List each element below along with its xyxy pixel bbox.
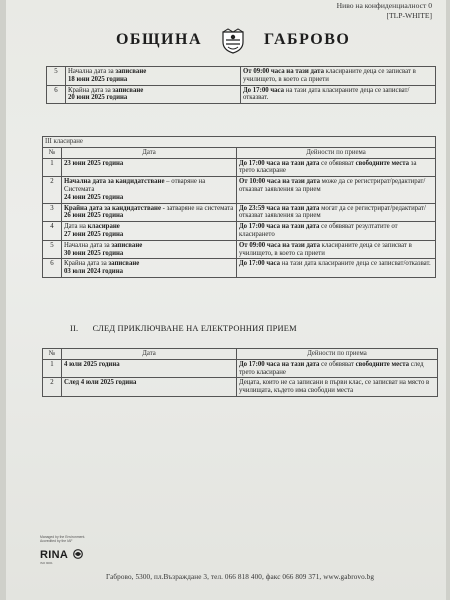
- action-bold: От 09:00 часа на тази дата: [239, 241, 320, 249]
- schedule-table-continuation: [46, 66, 436, 104]
- date-label-bold: класиране: [87, 223, 120, 231]
- row-number: 5: [43, 240, 62, 259]
- date-label-bold: Начална дата за кандидатстване: [64, 178, 165, 186]
- footer-address: Габрово, 5300, пл.Възраждане 3, тел. 066 818 400, факс 066 809 371, www.gabrovo.bg: [106, 573, 375, 581]
- table-row: [43, 359, 438, 378]
- date-value: 30 юни 2025 година: [64, 249, 124, 257]
- action-text: класираните деца се записват в училището, в което са приети: [243, 68, 416, 83]
- rina-logo: [40, 549, 86, 561]
- date-cell: [62, 158, 237, 177]
- table-section-row: [43, 137, 436, 148]
- action-cell: [237, 158, 436, 177]
- date-value: След 4 юли 2025 година: [64, 379, 137, 387]
- rina-text: RINA: [40, 549, 68, 561]
- date-label-bold: Крайна дата за кандидатстване: [64, 204, 161, 212]
- action-cell: [237, 222, 436, 241]
- action-bold-2: свободните места: [355, 360, 410, 368]
- section-number: II.: [70, 324, 79, 333]
- date-value: 18 юни 2025 година: [68, 75, 128, 83]
- confidentiality-notice: [337, 1, 432, 20]
- table-row: [47, 85, 436, 104]
- tlp-label: [TLP-WHITE]: [386, 10, 432, 20]
- date-label-bold: записване: [115, 68, 147, 75]
- header-num: №: [43, 147, 62, 158]
- row-number: 4: [43, 222, 62, 241]
- letterhead: [6, 28, 446, 54]
- date-cell: [62, 222, 237, 241]
- row-number: 2: [43, 177, 62, 203]
- row-number: 3: [43, 203, 62, 222]
- confidentiality-level: Ниво на конфиденциалност 0: [336, 1, 432, 10]
- action-text: класираните деца се записват в училището, в което са приети: [239, 241, 412, 257]
- action-bold: От 09:00 часа на тази дата: [243, 68, 324, 75]
- section-title: СЛЕД ПРИКЛЮЧВАНЕ НА ЕЛЕКТРОННИЯ ПРИЕМ: [92, 324, 297, 333]
- date-label: Дата на: [64, 223, 88, 231]
- action-cell: [241, 85, 436, 104]
- date-value: 26 юни 2025 година: [64, 212, 124, 220]
- date-label: Крайна дата за: [68, 86, 113, 94]
- header-action: Дейности по приема: [237, 349, 438, 360]
- date-cell: [62, 359, 237, 378]
- row-number: 2: [43, 378, 62, 397]
- action-text: Децата, които не са записани в първи клас, се записват на място в училищата, където има свободни места: [239, 379, 430, 395]
- action-bold: До 17:00 часа на тази дата: [239, 360, 320, 368]
- schedule-table-third-ranking: [42, 136, 436, 278]
- row-number: 1: [43, 359, 62, 378]
- action-text-2: след трето класиране: [239, 360, 424, 376]
- table-row: [43, 259, 436, 278]
- action-bold: До 17:00 часа на тази дата: [239, 159, 320, 167]
- date-value: 4 юли 2025 година: [64, 360, 120, 368]
- date-label-extra: – отваряне на Системата: [64, 178, 206, 193]
- table-row: [43, 378, 438, 397]
- date-value: 23 юни 2025 година: [64, 159, 124, 167]
- schedule-table-after-electronic: [42, 348, 438, 397]
- action-bold: До 17:00 часа на тази дата: [239, 223, 320, 231]
- header-left-title: ОБЩИНА: [115, 31, 202, 48]
- table-row: [47, 67, 436, 86]
- date-cell: [62, 240, 237, 259]
- date-label: Начална дата за: [68, 68, 116, 75]
- table-row: [43, 203, 436, 222]
- document-page: [6, 0, 446, 600]
- date-cell: [62, 203, 237, 222]
- logo-small-text: Managed by the Environment. Accredited by the IAF: [40, 535, 86, 543]
- action-cell: [237, 378, 438, 397]
- action-text: се обявяват: [319, 360, 356, 368]
- date-cell: [66, 85, 241, 104]
- action-text: се обявяват резултатите от класирането: [239, 223, 398, 238]
- rina-subtext: ISO 9001: [40, 561, 53, 565]
- action-bold: До 17:00 часа: [239, 260, 281, 268]
- header-action: Дейности по приема: [237, 147, 436, 158]
- table-header-row: [43, 349, 438, 360]
- header-right-title: ГАБРОВО: [264, 31, 351, 48]
- row-number: 5: [47, 67, 66, 86]
- action-text: на тази дата класираните деца се записват/отказват.: [280, 260, 431, 268]
- date-value: 27 юни 2025 година: [64, 230, 124, 238]
- action-cell: [237, 240, 436, 259]
- action-text: могат да се регистрират/редактират/отказват заявления за прием: [239, 204, 426, 220]
- date-value: 20 юни 2025 година: [68, 94, 128, 102]
- certification-logo: [40, 535, 86, 565]
- header-date: Дата: [62, 147, 237, 158]
- action-text: може да се регистрират/редактират/отказват заявления за прием: [239, 178, 426, 193]
- header-date: Дата: [62, 349, 237, 360]
- table-row: [43, 158, 436, 177]
- row-number: 6: [47, 85, 66, 104]
- table-header-row: [43, 147, 436, 158]
- date-label: Начална дата за: [64, 241, 112, 249]
- date-cell: [62, 177, 237, 203]
- action-cell: [241, 67, 436, 86]
- action-bold-2: свободните места: [355, 159, 410, 167]
- action-text: се обявяват: [319, 159, 356, 167]
- date-label-bold: записване: [111, 241, 143, 249]
- date-label-extra: - затваряне на системата: [160, 204, 234, 212]
- row-number: 6: [43, 259, 62, 278]
- action-cell: [237, 203, 436, 222]
- row-number: 1: [43, 158, 62, 177]
- table-row: [43, 177, 436, 203]
- section-heading: [70, 324, 297, 333]
- action-bold: До 17:00 часа: [243, 86, 285, 94]
- date-label: Крайна дата за: [64, 260, 109, 268]
- section-label: III класиране: [43, 137, 436, 148]
- action-cell: [237, 359, 438, 378]
- date-label-bold: записване: [112, 86, 144, 94]
- action-cell: [237, 259, 436, 278]
- date-label-bold: записване: [108, 260, 140, 268]
- date-value: 03 юли 2024 година: [64, 268, 124, 276]
- date-value: 24 юни 2025 година: [64, 193, 124, 201]
- date-cell: [66, 67, 241, 86]
- action-cell: [237, 177, 436, 203]
- date-cell: [62, 378, 237, 397]
- date-cell: [62, 259, 237, 278]
- rina-emblem-icon: [73, 549, 83, 559]
- header-num: №: [43, 349, 62, 360]
- coat-of-arms-icon: [220, 28, 246, 54]
- action-text: на тази дата класираните деца се записват/отказват.: [243, 86, 410, 102]
- action-text-2: за трето класиране: [239, 159, 417, 175]
- table-row: [43, 240, 436, 259]
- table-row: [43, 222, 436, 241]
- action-bold: От 10:00 часа на тази дата: [239, 178, 320, 186]
- action-bold: До 23:59 часа на тази дата: [239, 204, 320, 212]
